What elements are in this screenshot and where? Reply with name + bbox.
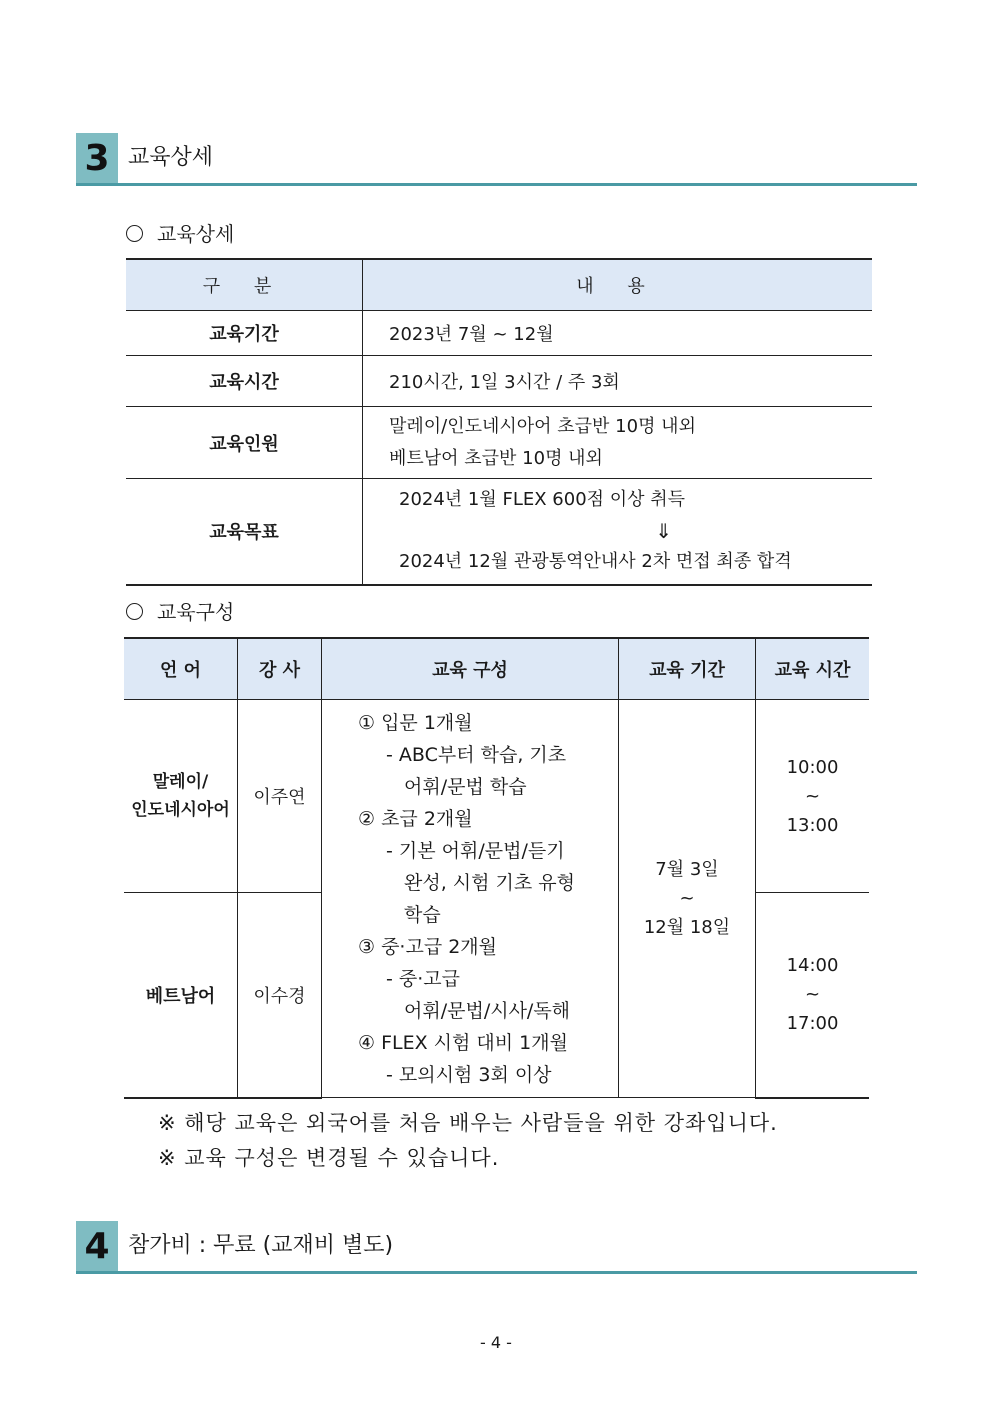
language-line: 인도네시아어 bbox=[131, 800, 230, 820]
content-item: ③ 중·고급 2개월 bbox=[358, 935, 498, 958]
time-cell bbox=[756, 700, 870, 893]
content-cell bbox=[322, 700, 619, 1098]
period-end: 12월 18일 bbox=[643, 917, 731, 938]
teacher-cell: 이주연 bbox=[238, 700, 322, 893]
page-number: - 4 - bbox=[480, 1333, 512, 1352]
row-label: 교육시간 bbox=[126, 356, 363, 407]
detail-heading-text: 교육상세 bbox=[157, 222, 235, 246]
table-row bbox=[126, 407, 872, 479]
section-3-header bbox=[76, 133, 917, 186]
composition-heading bbox=[126, 599, 234, 625]
circle-bullet-icon bbox=[126, 225, 143, 242]
section-4-header bbox=[76, 1221, 917, 1274]
column-header: 구 분 bbox=[126, 259, 363, 311]
language-line: 말레이/ bbox=[152, 772, 209, 792]
goal-to: 2024년 12월 관광통역안내사 2차 면접 최종 합격 bbox=[399, 551, 792, 573]
column-header: 강 사 bbox=[238, 638, 322, 700]
detail-table bbox=[126, 258, 872, 586]
section-number: 4 bbox=[76, 1221, 118, 1271]
time-end: 17:00 bbox=[786, 1013, 839, 1035]
row-label: 교육기간 bbox=[126, 311, 363, 356]
time-cell bbox=[756, 893, 870, 1098]
table-row bbox=[126, 311, 872, 356]
table-row bbox=[124, 700, 869, 893]
content-subitem: - 기본 어휘/문법/듣기 bbox=[386, 839, 565, 862]
composition-table bbox=[124, 637, 869, 1099]
row-label: 교육인원 bbox=[126, 407, 363, 479]
language-cell: 베트남어 bbox=[124, 893, 238, 1098]
note-line: ※ 교육 구성은 변경될 수 있습니다. bbox=[158, 1146, 500, 1170]
content-subitem: - ABC부터 학습, 기초 bbox=[386, 743, 567, 766]
time-tilde: ~ bbox=[804, 785, 821, 807]
period-tilde: ~ bbox=[679, 888, 695, 909]
content-subitem: 어휘/문법/시사/독해 bbox=[404, 999, 571, 1022]
row-value: 2023년 7월 ~ 12월 bbox=[363, 311, 873, 356]
content-item: ④ FLEX 시험 대비 1개월 bbox=[358, 1031, 568, 1054]
column-header: 교육 구성 bbox=[322, 638, 619, 700]
section-title: 교육상세 bbox=[128, 145, 214, 170]
time-start: 14:00 bbox=[786, 955, 839, 977]
time-tilde: ~ bbox=[804, 984, 821, 1006]
row-value-line: 말레이/인도네시아어 초급반 10명 내외 bbox=[389, 415, 696, 437]
table-header-row bbox=[124, 638, 869, 700]
column-header: 교육 시간 bbox=[756, 638, 870, 700]
language-cell bbox=[124, 700, 238, 893]
goal-from: 2024년 1월 FLEX 600점 이상 취득 bbox=[399, 489, 686, 511]
time-start: 10:00 bbox=[786, 756, 839, 778]
content-subitem: - 모의시험 3회 이상 bbox=[386, 1063, 552, 1086]
table-header-row bbox=[126, 259, 872, 311]
teacher-cell: 이수경 bbox=[238, 893, 322, 1098]
table-row bbox=[126, 479, 872, 585]
down-arrow-icon: ⇓ bbox=[655, 519, 672, 544]
content-subitem: 어휘/문법 학습 bbox=[404, 775, 527, 798]
content-subitem: 완성, 시험 기초 유형 bbox=[404, 871, 575, 894]
row-value: 210시간, 1일 3시간 / 주 3회 bbox=[363, 356, 873, 407]
circle-bullet-icon bbox=[126, 603, 143, 620]
detail-heading bbox=[126, 221, 234, 247]
row-value-line: 베트남어 초급반 10명 내외 bbox=[389, 447, 603, 469]
section-title: 참가비 : 무료 (교재비 별도) bbox=[128, 1233, 394, 1258]
period-cell bbox=[619, 700, 756, 1098]
column-header: 언 어 bbox=[124, 638, 238, 700]
composition-heading-text: 교육구성 bbox=[157, 600, 235, 624]
row-label: 교육목표 bbox=[126, 479, 363, 585]
content-subitem: - 중·고급 bbox=[386, 967, 460, 990]
column-header: 교육 기간 bbox=[619, 638, 756, 700]
content-item: ① 입문 1개월 bbox=[358, 711, 473, 734]
content-subitem: 학습 bbox=[404, 903, 441, 926]
content-list bbox=[322, 701, 618, 1097]
section-number: 3 bbox=[76, 133, 118, 183]
content-item: ② 초급 2개월 bbox=[358, 807, 473, 830]
column-header: 내 용 bbox=[363, 259, 873, 311]
table-row bbox=[126, 356, 872, 407]
period-start: 7월 3일 bbox=[655, 859, 719, 880]
time-end: 13:00 bbox=[786, 814, 839, 836]
note-line: ※ 해당 교육은 외국어를 처음 배우는 사람들을 위한 강좌입니다. bbox=[158, 1111, 778, 1135]
